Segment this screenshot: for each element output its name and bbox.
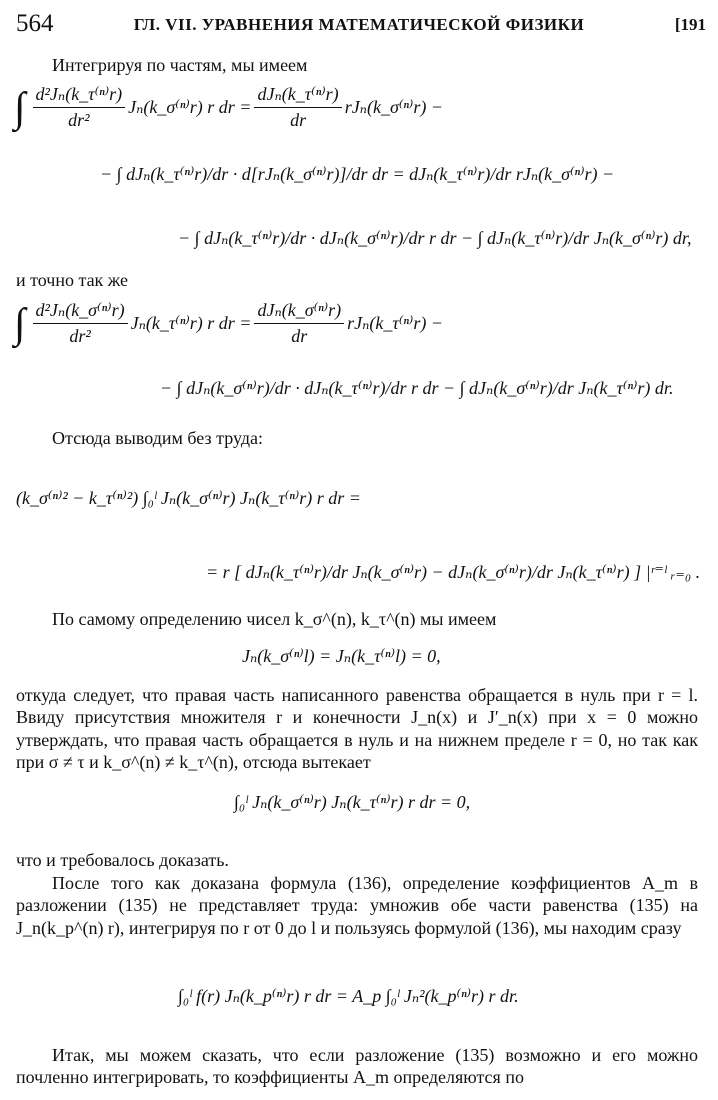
integral-sign: ∫ (14, 84, 26, 131)
paragraph-qed: что и требовалось доказать. (16, 850, 229, 870)
section-number: [191 (674, 15, 706, 34)
math-text: rJₙ(k_τ⁽ⁿ⁾r) − (347, 313, 443, 333)
equation-5-orthogonality: ∫₀ˡ Jₙ(k_σ⁽ⁿ⁾r) Jₙ(k_τ⁽ⁿ⁾r) r dr = 0, (234, 792, 471, 812)
equation-2-line-1 (14, 300, 443, 347)
denominator: dr² (69, 326, 91, 346)
math-text: rJₙ(k_σ⁽ⁿ⁾r) − (344, 97, 443, 117)
running-header (0, 10, 718, 44)
integral-sign: ∫ (14, 300, 26, 347)
math-text: Jₙ(k_σ⁽ⁿ⁾r) r dr = (128, 97, 252, 117)
equation-3-line-1: (k_σ⁽ⁿ⁾² − k_τ⁽ⁿ⁾²) ∫₀ˡ Jₙ(k_σ⁽ⁿ⁾r) Jₙ(k_τ⁽ⁿ⁾r) r dr = (16, 488, 361, 508)
equation-2-line-2: − ∫ dJₙ(k_σ⁽ⁿ⁾r)/dr · dJₙ(k_τ⁽ⁿ⁾r)/dr r dr − ∫ dJₙ(k_σ⁽ⁿ⁾r)/dr Jₙ(k_τ⁽ⁿ⁾r) dr. (160, 378, 674, 398)
numerator: d²Jₙ(k_σ⁽ⁿ⁾r) (33, 300, 128, 324)
numerator: d²Jₙ(k_τ⁽ⁿ⁾r) (33, 84, 126, 108)
denominator: dr² (68, 110, 90, 130)
page-number: 564 (16, 10, 54, 37)
numerator: dJₙ(k_τ⁽ⁿ⁾r) (254, 84, 341, 108)
denominator: dr (291, 326, 308, 346)
paragraph-consequence: откуда следует, что правая часть написанного равенства обращается в нуль при r = l. Ввиду присутствия множителя r и конечности J_n(x) и J′_n(x) при x = 0 можно утверждать, что правая часть обращается в нуль и на нижнем пределе r = 0, но так как при σ ≠ τ и k_σ^(n) ≠ k_τ^(n), отсюда вытекает (16, 685, 698, 773)
paragraph-conclusion: Итак, мы можем сказать, что если разложение (135) возможно и его можно почленно интегрировать, то коэффициенты A_m определяются по (16, 1045, 698, 1088)
paragraph-integration-by-parts: Интегрируя по частям, мы имеем (52, 55, 308, 75)
fraction (33, 84, 126, 131)
equation-4: Jₙ(k_σ⁽ⁿ⁾l) = Jₙ(k_τ⁽ⁿ⁾l) = 0, (242, 646, 441, 666)
paragraph-derive: Отсюда выводим без труда: (52, 428, 263, 448)
equation-3-line-2: = r [ dJₙ(k_τ⁽ⁿ⁾r)/dr Jₙ(k_σ⁽ⁿ⁾r) − dJₙ(k_σ⁽ⁿ⁾r)/dr Jₙ(k_τ⁽ⁿ⁾r) ] |ʳ⁼ˡ ᵣ₌₀ . (206, 562, 701, 582)
denominator: dr (290, 110, 307, 130)
paragraph-definition: По самому определению чисел k_σ^(n), k_τ^(n) мы имеем (52, 609, 497, 629)
equation-1-line-1 (14, 84, 443, 131)
fraction (254, 300, 344, 347)
paragraph-coefficients: После того как доказана формула (136), определение коэффициентов A_m в разложении (135) не представляет труда: умножив обе части равенства (135) на J_n(k_p^(n) r), интегрируя по r от 0 до l и пользуясь формулой (136), мы находим сразу (16, 873, 698, 938)
paragraph-similarly: и точно так же (16, 270, 128, 290)
equation-1-line-3: − ∫ dJₙ(k_τ⁽ⁿ⁾r)/dr · dJₙ(k_σ⁽ⁿ⁾r)/dr r dr − ∫ dJₙ(k_τ⁽ⁿ⁾r)/dr Jₙ(k_σ⁽ⁿ⁾r) dr, (178, 228, 692, 248)
equation-6-coefficients: ∫₀ˡ f(r) Jₙ(k_p⁽ⁿ⁾r) r dr = A_p ∫₀ˡ Jₙ²(k_p⁽ⁿ⁾r) r dr. (178, 986, 519, 1006)
math-text: Jₙ(k_τ⁽ⁿ⁾r) r dr = (130, 313, 252, 333)
chapter-title: ГЛ. VII. УРАВНЕНИЯ МАТЕМАТИЧЕСКОЙ ФИЗИКИ (133, 15, 585, 34)
fraction (254, 84, 341, 131)
numerator: dJₙ(k_σ⁽ⁿ⁾r) (254, 300, 344, 324)
fraction (33, 300, 128, 347)
equation-1-line-2: − ∫ dJₙ(k_τ⁽ⁿ⁾r)/dr · d[rJₙ(k_σ⁽ⁿ⁾r)]/dr dr = dJₙ(k_τ⁽ⁿ⁾r)/dr rJₙ(k_σ⁽ⁿ⁾r) − (100, 164, 615, 184)
